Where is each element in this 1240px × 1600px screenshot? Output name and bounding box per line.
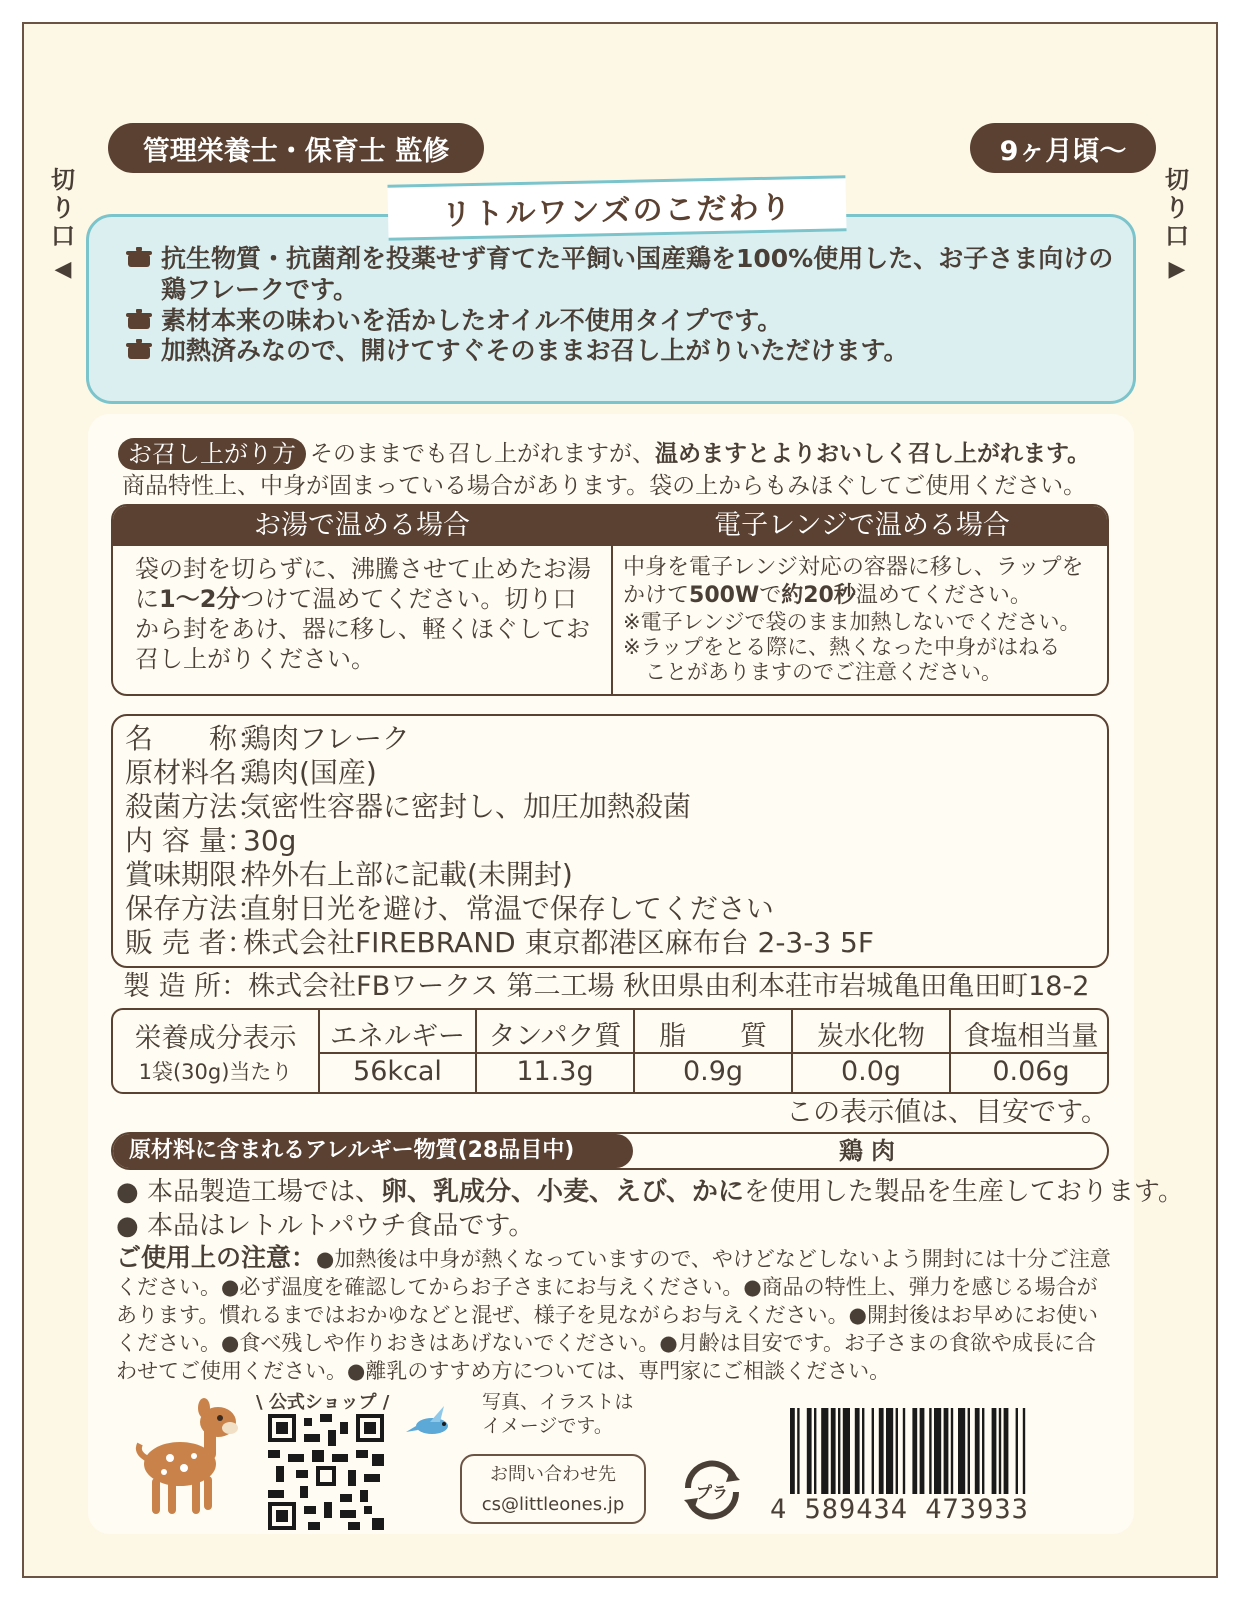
- contact-title: お問い合わせ先: [490, 1464, 616, 1485]
- barcode-bar: [821, 1408, 828, 1494]
- how-to-eat-text-bold: 温めますとよりおいしく召し上がれます。: [655, 441, 1091, 467]
- photo-note-1: 写真、イラストは: [482, 1391, 634, 1413]
- cut-mark-left: [48, 166, 78, 284]
- hot-water-text-1: 袋の封を切らずに、沸騰させて止めたお湯に: [135, 555, 591, 613]
- label-key: 殺菌方法：: [125, 790, 266, 823]
- label-value: 気密性容器に密封し、加圧加熱殺菌: [243, 790, 692, 823]
- barcode-bar: [1023, 1408, 1025, 1494]
- pot-icon: [125, 339, 153, 361]
- qr-code-icon[interactable]: [268, 1414, 384, 1530]
- nutrition-value-protein: 11.3g: [516, 1056, 594, 1087]
- hot-water-body: [135, 554, 595, 674]
- hot-water-text-2: つけて温めてください。切り口から封をあけ、器に移し、軽くほぐしてお召し上がりください。: [135, 585, 591, 673]
- nutrition-header-fat: 脂 質: [659, 1021, 767, 1052]
- microwave-note-2a: ※ラップをとる際に、熱くなった中身がはねる: [623, 635, 1061, 659]
- allergy-value: 鶏肉: [839, 1137, 903, 1165]
- bird-illustration: [404, 1402, 460, 1442]
- caution-text: ●加熱後は中身が熱くなっていますので、やけどなどしないよう開封には十分ご注意ください。●必ず温度を確認してからお子さまにお与えください。●商品の特性上、弾力を感じる場合があります。慣れるまではおかゆなどと混ぜ、様子を見ながらお与えください。●開封後はお早めにお使いください。●食べ残しや作りおきはあげないでください。●月齢は目安です。お子さまの食欲や成長に合わせてご使用ください。●離乳のすすめ方については、専門家にご相談ください。: [116, 1247, 1111, 1383]
- caution-section: [116, 1244, 1116, 1385]
- manufacturer-row: 製 造 所：株式会社FBワークス 第二工場 秋田県由利本荘市岩城亀田亀田町18-2: [123, 971, 1090, 1002]
- barcode-bar: [831, 1408, 836, 1494]
- label-row-storage: [125, 892, 774, 926]
- nutrition-header-energy: エネルギー: [330, 1021, 465, 1052]
- barcode-bar: [879, 1408, 884, 1494]
- nutrition-table: [111, 1008, 1109, 1094]
- nutrition-note: この表示値は、目安です。: [786, 1097, 1108, 1128]
- microwave-title: 電子レンジで温める場合: [613, 506, 1109, 546]
- label-row-ingredients: [125, 756, 377, 790]
- barcode-bar: [951, 1408, 953, 1494]
- nutrition-value-salt: 0.06g: [992, 1056, 1070, 1087]
- main-panel: [88, 414, 1184, 1534]
- kodawari-item: [125, 243, 1115, 305]
- factory-note-pre: ● 本品製造工場では、: [116, 1177, 381, 1207]
- microwave-watt: 500W: [689, 583, 760, 608]
- caution-heading: ご使用上の注意：: [116, 1243, 317, 1272]
- barcode-bar: [896, 1408, 898, 1494]
- barcode-bar: [999, 1408, 1001, 1494]
- label-key: 保存方法：: [125, 892, 266, 925]
- label-row-seller: [125, 926, 874, 960]
- how-to-eat-text-plain: そのままでも召し上がれますが、: [310, 441, 655, 467]
- allergy-label: 原材料に含まれるアレルギー物質(28品目中): [113, 1134, 633, 1168]
- kodawari-title: リトルワンズのこだわり: [387, 175, 846, 241]
- official-shop-label: \ 公式ショップ /: [256, 1392, 390, 1413]
- table-divider: [611, 506, 613, 696]
- label-row-name: [125, 722, 410, 756]
- barcode-bar: [886, 1408, 893, 1494]
- barcode-bar: [1004, 1408, 1009, 1494]
- allergy-box: [111, 1132, 1109, 1170]
- label-key: 名 称：: [125, 722, 266, 755]
- cut-mark-right: [1162, 166, 1192, 284]
- factory-allergen-note: [116, 1176, 1184, 1208]
- kodawari-item-text: 加熱済みなので、開けてすぐそのままお召し上がりいただけます。: [161, 336, 909, 365]
- how-to-eat-text: [310, 438, 1090, 470]
- how-to-eat-label: お召し上がり方: [118, 438, 306, 470]
- barcode-bar: [982, 1408, 984, 1494]
- kodawari-box: [86, 214, 1136, 404]
- barcode-bar: [975, 1408, 980, 1494]
- barcode-bar: [790, 1408, 795, 1494]
- barcode-bar: [872, 1408, 874, 1494]
- nutrition-label: [113, 1010, 318, 1094]
- microwave-note-1: ※電子レンジで袋のまま加熱しないでください。: [623, 610, 1081, 634]
- microwave-time: 約20秒: [781, 583, 856, 608]
- kodawari-item-text: 素材本来の味わいを活かしたオイル不使用タイプです。: [161, 306, 783, 335]
- nutrition-label-main: 栄養成分表示: [134, 1023, 297, 1054]
- barcode-bar: [903, 1408, 905, 1494]
- deer-illustration: [118, 1394, 248, 1524]
- barcode-bar: [920, 1408, 925, 1494]
- cut-label-right: 切り口: [1165, 166, 1189, 250]
- recycle-mark-text: プラ: [695, 1483, 729, 1502]
- barcode-bar: [968, 1408, 970, 1494]
- barcode-bar: [934, 1408, 941, 1494]
- label-key: 内 容 量：: [125, 824, 255, 857]
- nutrition-value-carbs: 0.0g: [840, 1056, 902, 1087]
- label-value: 30g: [243, 824, 297, 857]
- label-value: 直射日光を避け、常温で保存してください: [243, 892, 774, 925]
- supervision-badge: 管理栄養士・保育士 監修: [108, 123, 484, 173]
- barcode-bar: [929, 1408, 931, 1494]
- label-row-content: [125, 824, 296, 858]
- label-value: 鶏肉(国産): [243, 756, 377, 789]
- label-row-best-before: [125, 858, 573, 892]
- pot-icon: [125, 247, 153, 269]
- microwave-body: [623, 554, 1103, 685]
- label-key: 原材料名：: [125, 756, 266, 789]
- heating-table: [111, 504, 1109, 696]
- microwave-note-2b: ことがありますのでご注意ください。: [645, 660, 1002, 684]
- contact-email[interactable]: cs@littleones.jp: [481, 1494, 625, 1515]
- microwave-text-1: 中身を電子レンジ対応の容器に移し、ラップをかけて: [623, 555, 1084, 608]
- photo-note-2: イメージです。: [482, 1415, 613, 1437]
- nutrition-header-salt: 食塩相当量: [963, 1021, 1099, 1052]
- barcode-bar: [992, 1408, 997, 1494]
- barcode-bar: [838, 1408, 840, 1494]
- factory-note-allergens: 卵、乳成分、小麦、えび、かに: [380, 1177, 744, 1207]
- barcode-bar: [797, 1408, 799, 1494]
- barcode-bar: [958, 1408, 965, 1494]
- how-to-eat-note: 商品特性上、中身が固まっている場合があります。袋の上からもみほぐしてご使用ください。: [122, 473, 1087, 499]
- age-badge: 9ヶ月頃〜: [970, 123, 1156, 173]
- label-row-sterilization: [125, 790, 691, 824]
- label-value: 鶏肉フレーク: [243, 722, 410, 755]
- barcode-bar: [862, 1408, 864, 1494]
- product-label-box: [111, 714, 1109, 968]
- cut-label-left: 切り口: [51, 166, 75, 250]
- label-key: 賞味期限：: [125, 858, 266, 891]
- package-back: [22, 22, 1218, 1578]
- kodawari-item: [125, 335, 1115, 366]
- barcode-bar: [814, 1408, 816, 1494]
- barcode: [790, 1408, 1102, 1494]
- barcode-bar: [807, 1408, 812, 1494]
- nutrition-header-protein: タンパク質: [488, 1021, 622, 1052]
- photo-disclaimer: [482, 1390, 633, 1438]
- barcode-bar: [912, 1408, 917, 1494]
- retort-note: ● 本品はレトルトパウチ食品です。: [116, 1211, 535, 1241]
- microwave-text-2: で: [759, 583, 782, 608]
- barcode-bar: [855, 1408, 860, 1494]
- label-key: 販 売 者：: [125, 926, 255, 959]
- kodawari-item-text: 抗生物質・抗菌剤を投薬せず育てた平飼い国産鶏を100%使用した、お子さま向けの鶏フレークです。: [161, 244, 1114, 304]
- nutrition-value-energy: 56kcal: [353, 1056, 442, 1087]
- label-value: 枠外右上部に記載(未開封): [243, 858, 573, 891]
- pot-icon: [125, 309, 153, 331]
- nutrition-label-sub: 1袋(30g)当たり: [138, 1060, 293, 1084]
- barcode-number: 4 589434 473933: [770, 1494, 1029, 1525]
- hot-water-time: 1〜2分: [159, 585, 241, 613]
- kodawari-item: [125, 305, 1115, 336]
- barcode-bar: [944, 1408, 949, 1494]
- triangle-right-icon: ▶: [1168, 257, 1186, 282]
- microwave-instructions: [623, 554, 1103, 610]
- triangle-left-icon: ◀: [54, 257, 72, 282]
- barcode-bar: [843, 1408, 850, 1494]
- nutrition-header-carbs: 炭水化物: [817, 1021, 925, 1052]
- barcode-bar: [1016, 1408, 1018, 1494]
- hot-water-title: お湯で温める場合: [113, 506, 611, 546]
- label-value: 株式会社FIREBRAND 東京都港区麻布台 2-3-3 5F: [243, 926, 874, 959]
- factory-note-post: を使用した製品を生産しております。: [743, 1177, 1184, 1207]
- plastic-recycle-icon: [674, 1458, 750, 1522]
- microwave-text-3: 温めてください。: [855, 583, 1032, 608]
- nutrition-value-fat: 0.9g: [682, 1056, 744, 1087]
- contact-box: [460, 1454, 646, 1524]
